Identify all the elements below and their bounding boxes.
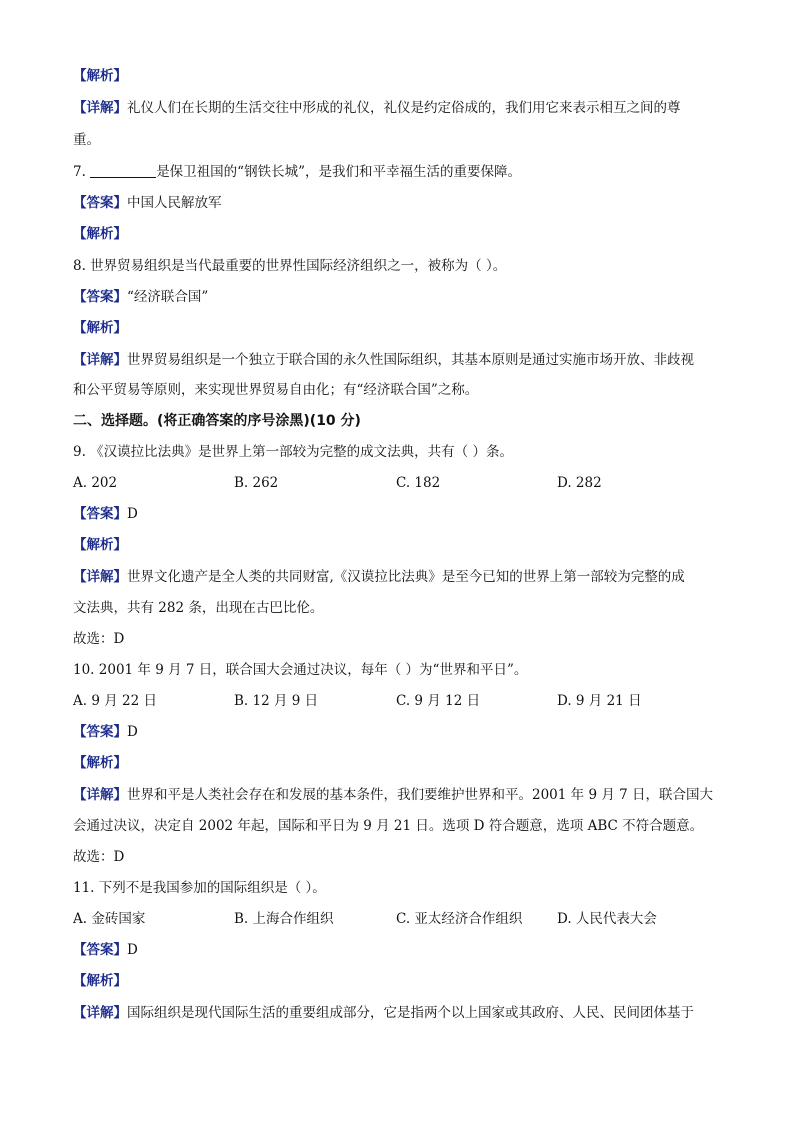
- option-b: B. 12 月 9 日: [234, 693, 319, 709]
- detail-text: 礼仪人们在长期的生活交往中形成的礼仪，礼仪是约定俗成的，我们用它来表示相互之间的尊: [127, 100, 681, 116]
- option-d: D. 282: [557, 475, 602, 491]
- answer-tag: 【答案】: [73, 289, 127, 305]
- answer-tag: 【答案】: [73, 724, 127, 740]
- question-stem: 11. 下列不是我国参加的国际组织是（ ）。: [73, 880, 326, 896]
- question-stem: 是保卫祖国的“钢铁长城”，是我们和平幸福生活的重要保障。: [156, 164, 521, 180]
- section-heading: [73, 411, 361, 431]
- detail-paragraph: [73, 567, 685, 587]
- option-a: A. 金砖国家: [73, 911, 146, 927]
- detail-paragraph: [73, 98, 681, 118]
- detail-text: 会通过决议，决定自 2002 年起，国际和平日为 9 月 21 日。选项 D 符合题意，选项 ABC 不符合题意。: [73, 818, 704, 834]
- answer-line: [73, 193, 222, 213]
- detail-text: 重。: [73, 132, 100, 148]
- detail-tag: 【详解】: [73, 1005, 127, 1021]
- choice-line: [73, 629, 124, 649]
- answer-text: D: [127, 942, 138, 958]
- detail-paragraph-cont: [73, 816, 703, 836]
- option-a: A. 202: [73, 475, 118, 491]
- detail-paragraph: [73, 350, 694, 370]
- answer-tag: 【答案】: [73, 506, 127, 522]
- option-d: D. 人民代表大会: [557, 911, 657, 927]
- detail-tag: 【详解】: [73, 787, 127, 803]
- detail-paragraph-cont: [73, 380, 478, 400]
- choice-text: 故选：D: [73, 849, 125, 865]
- analysis-label: [73, 318, 127, 338]
- option-c: C. 亚太经济合作组织: [396, 911, 523, 927]
- detail-tag: 【详解】: [73, 569, 127, 585]
- answer-line: [73, 722, 138, 742]
- analysis-tag: 【解析】: [73, 68, 127, 84]
- question-stem: 10. 2001 年 9 月 7 日，联合国大会通过决议，每年（ ）为“世界和平日”。: [73, 662, 528, 678]
- answer-line: [73, 504, 138, 524]
- question-7: [73, 162, 521, 182]
- option-b: B. 262: [234, 475, 279, 491]
- detail-text: 和公平贸易等原则，来实现世界贸易自由化；有“经济联合国”之称。: [73, 382, 479, 398]
- answer-tag: 【答案】: [73, 195, 127, 211]
- detail-text: 世界文化遗产是全人类的共同财富,《汉谟拉比法典》是至今已知的世界上第一部较为完整的成: [127, 569, 685, 585]
- analysis-tag: 【解析】: [73, 226, 127, 242]
- analysis-tag: 【解析】: [73, 320, 127, 336]
- analysis-label: [73, 224, 127, 244]
- detail-text: 世界贸易组织是一个独立于联合国的永久性国际组织，其基本原则是通过实施市场开放、非歧视: [127, 352, 694, 368]
- option-b: B. 上海合作组织: [234, 911, 334, 927]
- detail-paragraph-cont: [73, 598, 323, 618]
- option-c: C. 9 月 12 日: [396, 693, 481, 709]
- question-stem: 8. 世界贸易组织是当代最重要的世界性国际经济组织之一，被称为（ ）。: [73, 258, 507, 274]
- detail-text: 文法典，共有 282 条，出现在古巴比伦。: [73, 600, 324, 616]
- choice-text: 故选：D: [73, 631, 125, 647]
- question-11: [73, 878, 326, 898]
- question-8: [73, 256, 506, 276]
- analysis-label: [73, 753, 127, 773]
- detail-text: 国际组织是现代国际生活的重要组成部分，它是指两个以上国家或其政府、人民、民间团体基于: [127, 1005, 694, 1021]
- fill-blank: [90, 163, 156, 178]
- answer-tag: 【答案】: [73, 942, 127, 958]
- option-a: A. 9 月 22 日: [73, 693, 157, 709]
- answer-text: D: [127, 506, 138, 522]
- analysis-label: [73, 971, 127, 991]
- question-number: 7.: [73, 164, 86, 180]
- answer-text: 中国人民解放军: [127, 195, 222, 211]
- analysis-tag: 【解析】: [73, 973, 127, 989]
- analysis-label: [73, 66, 127, 86]
- analysis-tag: 【解析】: [73, 537, 127, 553]
- question-stem: 9. 《汉谟拉比法典》是世界上第一部较为完整的成文法典，共有（ ）条。: [73, 444, 513, 460]
- detail-text: 世界和平是人类社会存在和发展的基本条件，我们要维护世界和平。2001 年 9 月 7 日，联合国大: [127, 787, 713, 803]
- question-9: [73, 442, 513, 462]
- answer-text: “经济联合国”: [127, 289, 209, 305]
- detail-paragraph-cont: [73, 130, 100, 150]
- question-10: [73, 660, 527, 680]
- detail-tag: 【详解】: [73, 352, 127, 368]
- analysis-label: [73, 535, 127, 555]
- answer-line: [73, 940, 138, 960]
- detail-paragraph: [73, 1003, 694, 1023]
- choice-line: [73, 847, 124, 867]
- option-c: C. 182: [396, 475, 441, 491]
- option-d: D. 9 月 21 日: [557, 693, 642, 709]
- answer-text: D: [127, 724, 138, 740]
- analysis-tag: 【解析】: [73, 755, 127, 771]
- detail-paragraph: [73, 785, 713, 805]
- answer-line: [73, 287, 208, 307]
- section-title: 二、选择题。(将正确答案的序号涂黑)(10 分): [73, 413, 361, 429]
- detail-tag: 【详解】: [73, 100, 127, 116]
